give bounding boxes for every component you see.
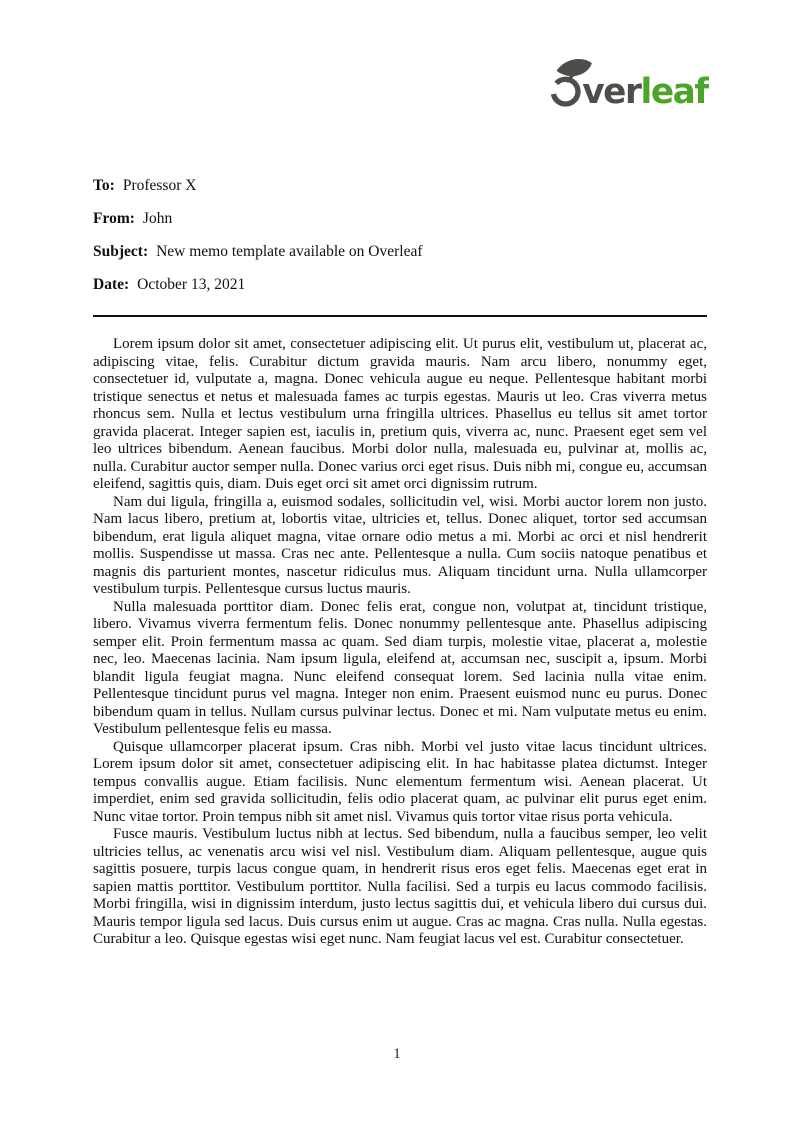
date-value: October 13, 2021 — [137, 276, 246, 293]
from-value: John — [142, 210, 173, 227]
overleaf-logo — [547, 56, 709, 112]
body-paragraph: Nulla malesuada porttitor diam. Donec felis erat, congue non, volutpat at, tincidunt tristique, libero. Vivamus viverra fermentum felis. Donec nonummy pellentesque ante. Phasellus adipiscing semper elit. Proin fermentum massa ac quam. Sed diam turpis, molestie vitae, placerat a, molestie nec, leo. Maecenas lacinia. Nam ipsum ligula, eleifend at, accumsan nec, suscipit a, ipsum. Morbi blandit ligula feugiat magna. Nunc eleifend consequat lorem. Sed lacinia nulla vitae enim. Pellentesque tincidunt purus vel magna. Integer non enim. Praesent euismod nunc eu purus. Donec bibendum quam in tellus. Nullam cursus pulvinar lectus. Donec et mi. Nam vulputate metus eu enim. Vestibulum pellentesque felis eu massa. — [93, 598, 707, 737]
date-label: Date: — [93, 276, 130, 293]
to-value: Professor X — [122, 177, 197, 194]
body-paragraph: Fusce mauris. Vestibulum luctus nibh at lectus. Sed bibendum, nulla a faucibus semper, leo velit ultricies tellus, ac venenatis arcu wisi vel nisl. Vestibulum diam. Aliquam pellentesque, augue quis sagittis posuere, turpis lacus congue quam, in hendrerit risus eros eget felis. Maecenas eget erat in sapien mattis porttitor. Vestibulum porttitor. Nulla facilisi. Sed a turpis eu lacus commodo facilisis. Morbi fringilla, wisi in dignissim interdum, justo lectus sagittis dui, et vehicula libero dui cursus dui. Mauris tempor ligula sed lacus. Duis cursus enim ut augue. Cras ac magna. Cras nulla. Nulla egestas. Curabitur a leo. Quisque egestas wisi eget nunc. Nam feugiat lacus vel est. Curabitur consectetuer. — [93, 826, 707, 947]
logo-o-ring — [553, 79, 578, 104]
memo-field-subject — [93, 242, 707, 262]
memo-field-from — [93, 209, 707, 229]
from-label: From: — [93, 210, 135, 227]
body-paragraph: Lorem ipsum dolor sit amet, consectetuer adipiscing elit. Ut purus elit, vestibulum ut, placerat ac, adipiscing vitae, felis. Curabitur dictum gravida mauris. Nam arcu libero, nonummy eget, consectetuer id, vulputate a, magna. Donec vehicula augue eu neque. Pellentesque habitant morbi tristique senectus et netus et malesuada fames ac turpis egestas. Mauris ut leo. Cras viverra metus rhoncus sem. Nulla et lectus vestibulum urna fringilla ultrices. Phasellus eu tellus sit amet tortor gravida placerat. Integer sapien est, iaculis in, pretium quis, viverra ac, nunc. Praesent eget sem vel leo ultrices bibendum. Aenean faucibus. Morbi dolor nulla, malesuada eu, pulvinar at, mollis ac, nulla. Curabitur auctor semper nulla. Donec varius orci eget risus. Duis nibh mi, congue eu, accumsan eleifend, sagittis quis, diam. Duis eget orci sit amet orci dignissim rutrum. — [93, 336, 707, 492]
memo-header — [93, 176, 707, 308]
logo-wordmark — [582, 72, 709, 112]
to-label: To: — [93, 177, 115, 194]
page-number: 1 — [393, 1046, 401, 1062]
logo-text-dark: ver — [582, 72, 641, 112]
subject-label: Subject: — [93, 243, 149, 260]
overleaf-logo-icon — [547, 56, 709, 112]
body-paragraph: Quisque ullamcorper placerat ipsum. Cras nibh. Morbi vel justo vitae lacus tincidunt ultrices. Lorem ipsum dolor sit amet, consectetuer adipiscing elit. In hac habitasse platea dictumst. Integer tempus convallis augue. Etiam facilisis. Nunc elementum fermentum wisi. Aenean placerat. Ut imperdiet, enim sed gravida sollicitudin, felis odio placerat quam, ac pulvinar elit purus eget enim. Nunc vitae tortor. Proin tempus nibh sit amet nisl. Vivamus quis tortor vitae risus porta vehicula. — [93, 738, 707, 825]
memo-field-to — [93, 176, 707, 196]
subject-value: New memo template available on Overleaf — [156, 243, 423, 260]
memo-body — [93, 336, 707, 949]
logo-text-green: leaf — [640, 72, 708, 112]
header-divider — [93, 315, 707, 317]
memo-field-date — [93, 275, 707, 295]
body-paragraph: Nam dui ligula, fringilla a, euismod sodales, sollicitudin vel, wisi. Morbi auctor lorem non justo. Nam lacus libero, pretium at, lobortis vitae, ultricies et, tellus. Donec aliquet, tortor sed accumsan bibendum, erat ligula aliquet magna, vitae ornare odio metus a mi. Morbi ac orci et nisl hendrerit mollis. Suspendisse ut massa. Cras nec ante. Pellentesque a nulla. Cum sociis natoque penatibus et magnis dis parturient montes, nascetur ridiculus mus. Aliquam tincidunt urna. Nulla ullamcorper vestibulum turpis. Pellentesque cursus luctus mauris. — [93, 493, 707, 597]
